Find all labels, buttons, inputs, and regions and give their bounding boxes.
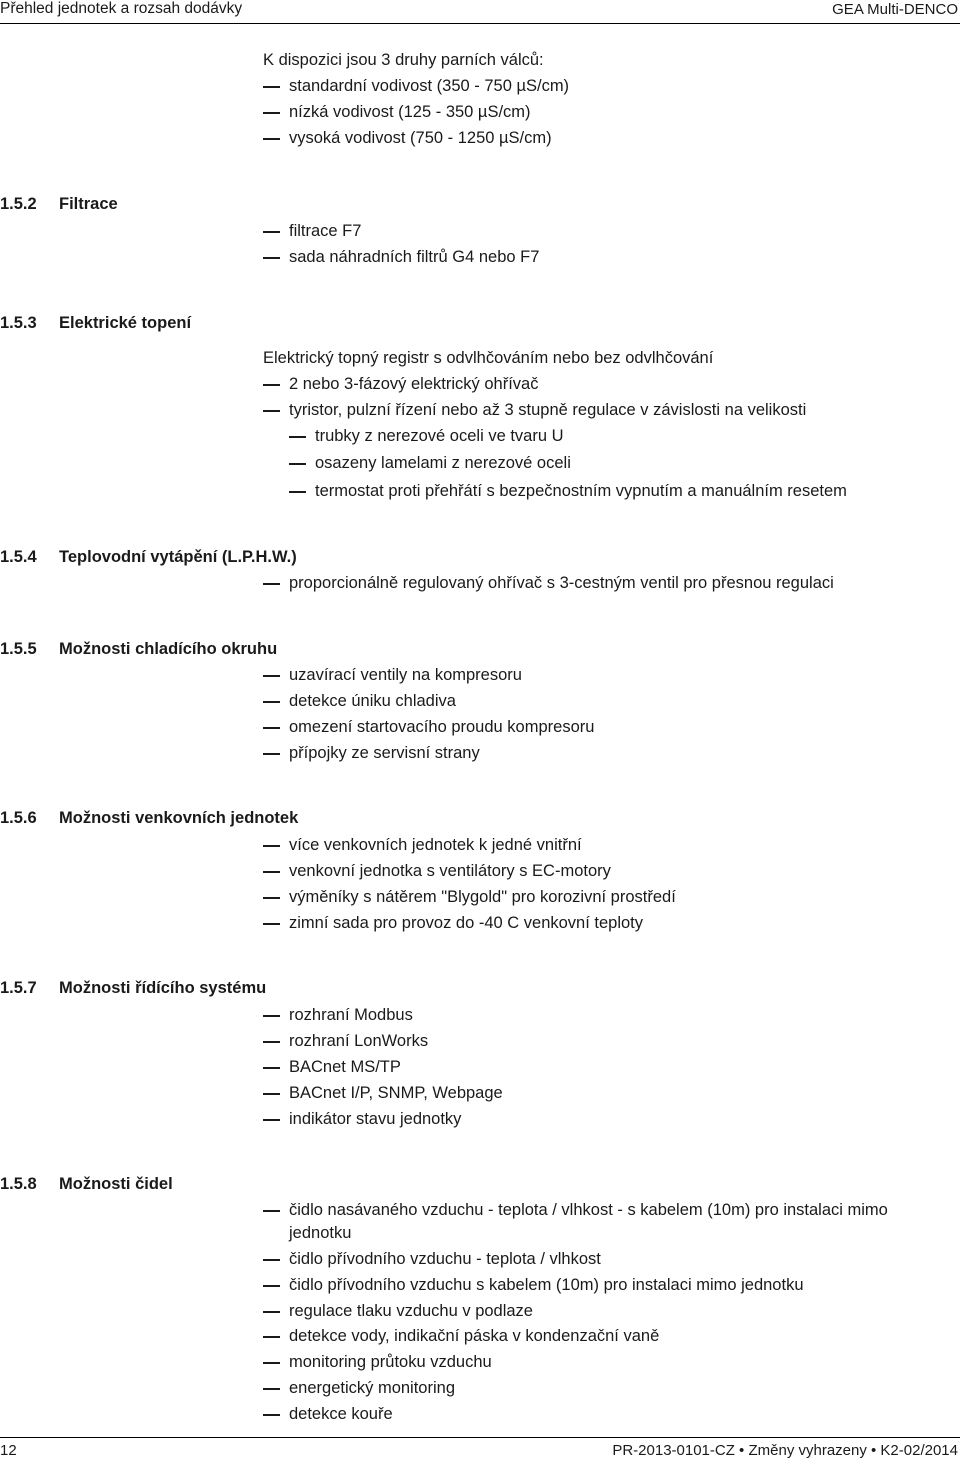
footer-rule <box>0 1437 960 1438</box>
section-title: Možnosti řídícího systému <box>59 979 267 997</box>
section-number: 1.5.4 <box>0 548 37 566</box>
dash <box>289 463 306 465</box>
page-header <box>0 0 960 24</box>
list-item: monitoring průtoku vzduchu <box>289 1353 492 1371</box>
section-title: Možnosti chladícího okruhu <box>59 640 278 658</box>
sub-list-item: osazeny lamelami z nerezové oceli <box>315 454 571 472</box>
list-item: vysoká vodivost (750 - 1250 µS/cm) <box>289 129 552 147</box>
dash <box>263 257 280 259</box>
section-number: 1.5.6 <box>0 809 37 827</box>
list-item: více venkovních jednotek k jedné vnitřní <box>289 836 582 854</box>
dash <box>263 871 280 873</box>
list-item: sada náhradních filtrů G4 nebo F7 <box>289 248 540 266</box>
section-number: 1.5.3 <box>0 314 37 332</box>
dash <box>263 1285 280 1287</box>
dash <box>263 727 280 729</box>
dash <box>263 1041 280 1043</box>
page-number: 12 <box>0 1442 17 1459</box>
list-item-continuation: jednotku <box>289 1224 352 1242</box>
list-item: energetický monitoring <box>289 1379 455 1397</box>
list-item: zimní sada pro provoz do -40 C venkovní teploty <box>289 914 644 932</box>
list-item: nízká vodivost (125 - 350 µS/cm) <box>289 103 531 121</box>
dash <box>263 897 280 899</box>
section-number: 1.5.7 <box>0 979 37 997</box>
dash <box>263 1067 280 1069</box>
list-item: 2 nebo 3-fázový elektrický ohřívač <box>289 375 539 393</box>
section-title: Možnosti čidel <box>59 1175 173 1193</box>
list-item: detekce vody, indikační páska v kondenzační vaně <box>289 1327 660 1345</box>
dash <box>289 491 306 493</box>
dash <box>263 1336 280 1338</box>
list-item: čidlo nasávaného vzduchu - teplota / vlhkost - s kabelem (10m) pro instalaci mimo <box>289 1201 888 1219</box>
dash <box>263 675 280 677</box>
section-title: Elektrické topení <box>59 314 192 332</box>
sub-list-item: termostat proti přehřátí s bezpečnostním vypnutím a manuálním resetem <box>315 482 847 500</box>
dash <box>263 1119 280 1121</box>
list-item: venkovní jednotka s ventilátory s EC-motory <box>289 862 611 880</box>
section-title: Možnosti venkovních jednotek <box>59 809 299 827</box>
header-brand: GEA Multi-DENCO <box>832 1 958 18</box>
dash <box>263 1259 280 1261</box>
header-title: Přehled jednotek a rozsah dodávky <box>0 0 243 17</box>
dash <box>263 845 280 847</box>
section-text: Elektrický topný registr s odvlhčováním nebo bez odvlhčování <box>263 349 714 367</box>
list-item: tyristor, pulzní řízení nebo až 3 stupně regulace v závislosti na velikosti <box>289 401 807 419</box>
dash <box>263 753 280 755</box>
dash <box>263 1210 280 1212</box>
list-item: BACnet I/P, SNMP, Webpage <box>289 1084 503 1102</box>
list-item: uzavírací ventily na kompresoru <box>289 666 522 684</box>
dash <box>263 384 280 386</box>
list-item: indikátor stavu jednotky <box>289 1110 462 1128</box>
dash <box>263 231 280 233</box>
section-title: Teplovodní vytápění (L.P.H.W.) <box>59 548 297 566</box>
section-title: Filtrace <box>59 195 118 213</box>
list-item: regulace tlaku vzduchu v podlaze <box>289 1302 533 1320</box>
dash <box>263 1093 280 1095</box>
list-item: čidlo přívodního vzduchu - teplota / vlhkost <box>289 1250 601 1268</box>
list-item: filtrace F7 <box>289 222 362 240</box>
list-item: omezení startovacího proudu kompresoru <box>289 718 595 736</box>
section-number: 1.5.2 <box>0 195 37 213</box>
list-item: standardní vodivost (350 - 750 µS/cm) <box>289 77 570 95</box>
dash <box>289 436 306 438</box>
sub-list-item: trubky z nerezové oceli ve tvaru U <box>315 427 564 445</box>
dash <box>263 138 280 140</box>
list-item: BACnet MS/TP <box>289 1058 401 1076</box>
section-number: 1.5.5 <box>0 640 37 658</box>
list-item: rozhraní Modbus <box>289 1006 413 1024</box>
document-reference: PR-2013-0101-CZ • Změny vyhrazeny • K2-02/2014 <box>612 1442 958 1459</box>
intro-text: K dispozici jsou 3 druhy parních válců: <box>263 51 544 69</box>
list-item: výměníky s nátěrem "Blygold" pro korozivní prostředí <box>289 888 676 906</box>
page-footer <box>0 1437 960 1463</box>
dash <box>263 583 280 585</box>
list-item: čidlo přívodního vzduchu s kabelem (10m) pro instalaci mimo jednotku <box>289 1276 804 1294</box>
dash <box>263 1414 280 1416</box>
dash <box>263 112 280 114</box>
list-item: detekce kouře <box>289 1405 393 1423</box>
dash <box>263 1015 280 1017</box>
dash <box>263 923 280 925</box>
list-item: detekce úniku chladiva <box>289 692 456 710</box>
section-number: 1.5.8 <box>0 1175 37 1193</box>
dash <box>263 1388 280 1390</box>
list-item: přípojky ze servisní strany <box>289 744 480 762</box>
dash <box>263 410 280 412</box>
list-item: proporcionálně regulovaný ohřívač s 3-cestným ventil pro přesnou regulaci <box>289 574 834 592</box>
dash <box>263 1362 280 1364</box>
dash <box>263 701 280 703</box>
list-item: rozhraní LonWorks <box>289 1032 429 1050</box>
dash <box>263 86 280 88</box>
header-rule <box>0 23 960 24</box>
dash <box>263 1311 280 1313</box>
